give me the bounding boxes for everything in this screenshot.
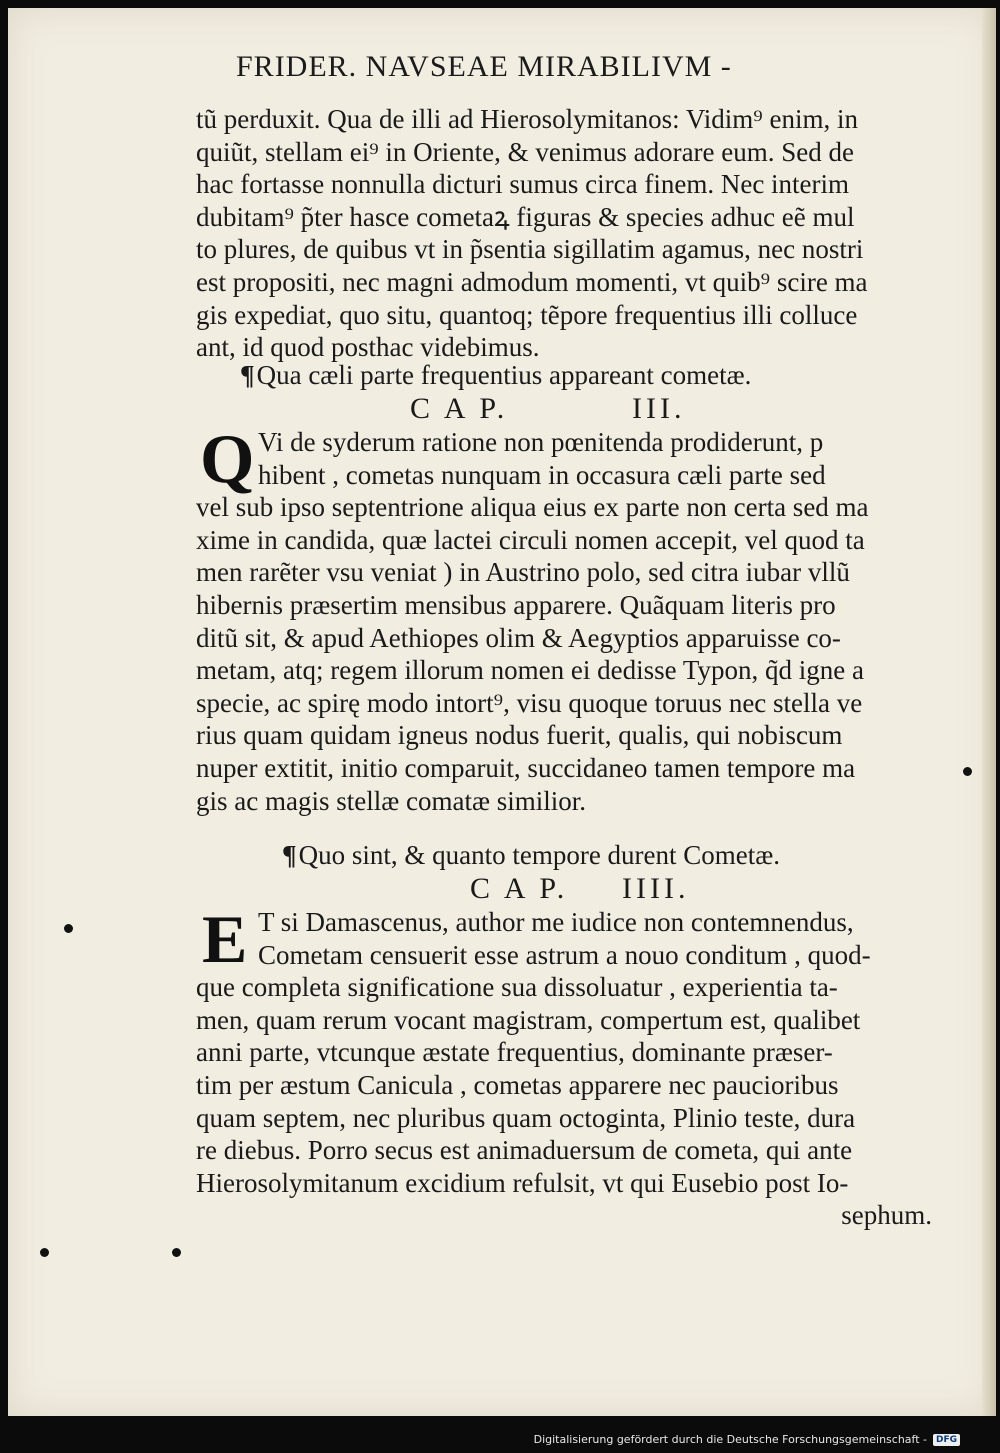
chapter-4-cap-number: IIII. bbox=[622, 872, 690, 905]
text-line: to plures, de quibus vt in p̃sentia sigillatim agamus, nec nostri bbox=[196, 234, 864, 265]
text-line: Vi de syderum ratione non pœnitenda prodiderunt, p bbox=[258, 427, 824, 457]
text-line: specie, ac spirę modo intort⁹, visu quoque toruus nec stella ve bbox=[196, 687, 863, 718]
text-line: gis ac magis stellæ comatæ similior. bbox=[196, 785, 586, 816]
pilcrow-icon: ¶ bbox=[282, 840, 297, 870]
digitization-footer bbox=[534, 1433, 960, 1446]
chapter-3-heading bbox=[240, 360, 751, 391]
chapter-3-cap-label: C A P. bbox=[410, 392, 509, 425]
chapter-3-cap-number: III. bbox=[632, 392, 686, 425]
text-line: tũ perduxit. Qua de illi ad Hierosolymitanos: Vidim⁹ enim, in bbox=[196, 104, 858, 134]
margin-dot bbox=[963, 767, 972, 776]
text-line: anni parte, vtcunque æstate frequentius, dominante præser- bbox=[196, 1037, 833, 1068]
text-line: dubitam⁹ p̃ter hasce cometaꝝ figuras & species adhuc eẽ mul bbox=[196, 201, 855, 232]
text-line: ditũ sit, & apud Aethiopes olim & Aegyptios apparuisse co- bbox=[196, 622, 841, 653]
text-line: Hierosolymitanum excidium refulsit, vt qui Eusebio post Io- bbox=[196, 1167, 849, 1198]
text-line: quiũt, stellam ei⁹ in Oriente, & venimus adorare eum. Sed de bbox=[196, 136, 854, 167]
pilcrow-icon: ¶ bbox=[240, 360, 255, 390]
margin-dot bbox=[172, 1248, 181, 1257]
running-head: FRIDER. NAVSEAE MIRABILIVM - bbox=[236, 50, 732, 83]
footer-text: Digitalisierung gefördert durch die Deutsche Forschungsgemeinschaft - bbox=[533, 1433, 927, 1446]
text-line: hibernis præsertim mensibus apparere. Quãquam literis pro bbox=[196, 589, 836, 620]
chapter-3-title: Qua cæli parte frequentius appareant cometæ. bbox=[256, 360, 752, 390]
text-line: Cometam censuerit esse astrum a nouo conditum , quod- bbox=[258, 939, 871, 970]
page-gutter bbox=[982, 8, 996, 1416]
text-line: gis expediat, quo situ, quantoq; tẽpore frequentius illi colluce bbox=[196, 299, 858, 330]
text-line: tim per æstum Canicula , cometas apparere nec paucioribus bbox=[196, 1069, 839, 1100]
drop-cap-e: E bbox=[202, 901, 248, 977]
text-line: xime in candida, quæ lactei circuli nomen accepit, vel quod ta bbox=[196, 524, 865, 555]
text-line: hac fortasse nonnulla dicturi sumus circa finem. Nec interim bbox=[196, 169, 850, 200]
text-line: quam septem, nec pluribus quam octoginta, Plinio teste, dura bbox=[196, 1102, 856, 1133]
text-line: ant, id quod posthac videbimus. bbox=[196, 332, 540, 363]
catchword: sephum. bbox=[841, 1200, 932, 1231]
dfg-logo-icon: DFG bbox=[933, 1434, 960, 1446]
chapter-3-body bbox=[196, 421, 936, 817]
margin-dot bbox=[64, 924, 73, 933]
margin-dot bbox=[40, 1248, 49, 1257]
chapter-4-title: Quo sint, & quanto tempore durent Cometæ. bbox=[298, 840, 781, 870]
text-line: metam, atq; regem illorum nomen ei dedisse Typon, q̃d igne a bbox=[196, 655, 864, 686]
chapter-4-cap-label: C A P. bbox=[470, 872, 569, 905]
text-line: T si Damascenus, author me iudice non contemnendus, bbox=[258, 907, 854, 937]
text-line: vel sub ipso septentrione aliqua eius ex parte non certa sed ma bbox=[196, 492, 869, 523]
chapter-4-heading bbox=[282, 840, 780, 871]
text-line: rius quam quidam igneus nodus fuerit, qualis, qui nobiscum bbox=[196, 720, 843, 751]
text-line: est propositi, nec magni admodum momenti, vt quib⁹ scire ma bbox=[196, 266, 868, 297]
text-line: nuper extitit, initio comparuit, succidaneo tamen tempore ma bbox=[196, 752, 856, 783]
text-line: men, quam rerum vocant magistram, compertum est, qualibet bbox=[196, 1004, 861, 1035]
text-line: men rarẽter vsu veniat ) in Austrino polo, sed citra iubar vllũ bbox=[196, 557, 850, 588]
drop-cap-q: Q bbox=[200, 421, 255, 498]
chapter-4-body bbox=[196, 901, 936, 1232]
text-line: re diebus. Porro secus est animaduersum de cometa, qui ante bbox=[196, 1135, 853, 1166]
text-line: hibent , cometas nunquam in occasura cæli parte sed bbox=[258, 459, 826, 490]
paragraph-1 bbox=[196, 103, 936, 364]
text-line: que completa significatione sua dissoluatur , experientia ta- bbox=[196, 972, 838, 1003]
